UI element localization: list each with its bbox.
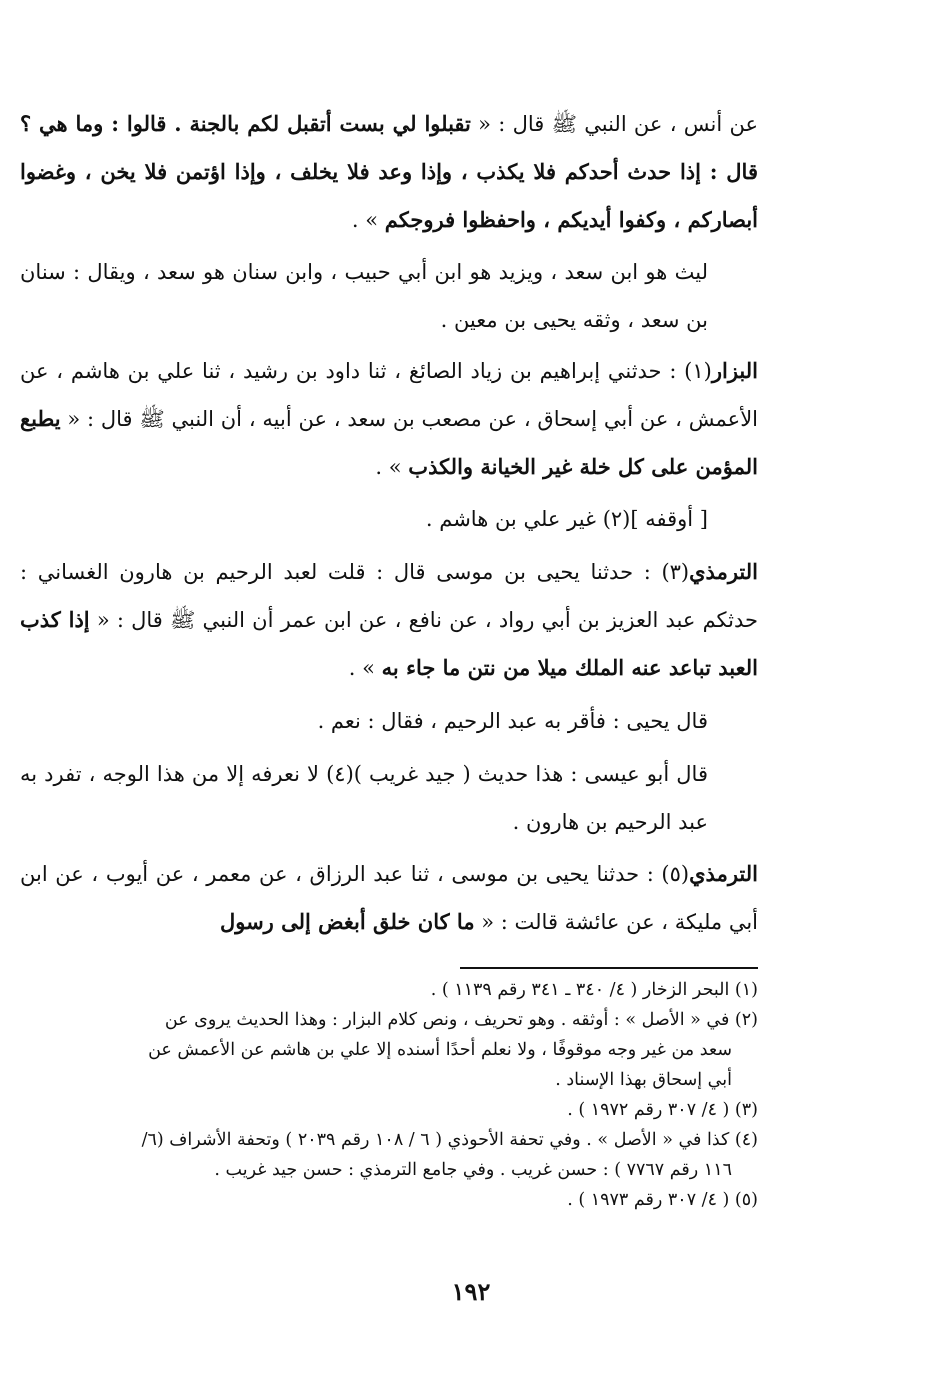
text-segment: (١) : حدثني إبراهيم بن زياد الصائغ ، ثنا داود بن رشيد ، ثنا علي بن هاشم ، عن الأعمش ، عن أبي إسحاق ، عن مصعب بن سعد ، عن أبيه ، أن النبي ﷺ قال : « (20, 359, 758, 431)
text-segment: ليث هو ابن سعد ، ويزيد هو ابن أبي حبيب ، وابن سنان هو سعد ، ويقال : سنان بن سعد ، وثقه يحيى بن معين . (20, 260, 708, 332)
text-segment: عن أنس ، عن النبي ﷺ قال : « (470, 112, 758, 136)
text-segment: » . (348, 656, 382, 680)
bold-text: تقبلوا لي بست أتقبل لكم بالجنة . قالوا : وما هي ؟ قال : إذا حدث أحدكم فلا يكذب ، وإذا وعد فلا يخلف ، وإذا اؤتمن فلا يخن ، وغضوا أبصاركم ، وكفوا أيديكم ، واحفظوا فروجكم (20, 111, 758, 232)
bold-text: يطبع المؤمن على كل خلة غير الخيانة والكذب (20, 406, 758, 479)
bold-text: إذا كذب العبد تباعد عنه الملك ميلا من نتن ما جاء به (20, 607, 758, 680)
page-number: ١٩٢ (451, 1277, 491, 1306)
bold-text: ما كان خلق أبغض إلى رسول (219, 909, 475, 934)
text-segment: قال أبو عيسى : هذا حديث ( جيد غريب )(٤) لا نعرفه إلا من هذا الوجه ، تفرد به عبد الرحيم بن هارون . (20, 762, 708, 834)
paragraph (20, 750, 758, 846)
paragraph (20, 697, 758, 745)
bold-text: الترمذي (689, 559, 758, 584)
text-segment: (٣) : حدثنا يحيى بن موسى قال : قلت لعبد الرحيم بن هارون الغساني : حدثكم عبد العزيز بن أبي رواد ، عن نافع ، عن ابن عمر أن النبي ﷺ قال : « (20, 560, 758, 632)
bold-text: الترمذي (689, 861, 758, 886)
footnote-line: ١١٦ رقم ٧٧٦٧ ) : حسن غريب . وفي جامع الترمذي : حسن جيد غريب . (214, 1160, 732, 1180)
footnote-line: (٤) كذا في « الأصل » . وفي تحفة الأحوذي ( ٦ / ١٠٨ رقم ٢٠٣٩ ) وتحفة الأشراف (٦/ (141, 1130, 758, 1150)
bold-text: البزار (711, 358, 758, 383)
footnote-line: (٥) ( ٤/ ٣٠٧ رقم ١٩٧٣ ) . (567, 1190, 758, 1210)
paragraph (20, 248, 758, 344)
paragraph (20, 850, 758, 946)
footnotes (20, 975, 758, 1215)
footnote-line: (١) البحر الزخار ( ٤/ ٣٤٠ ـ ٣٤١ رقم ١١٣٩ ) . (430, 980, 758, 1000)
footnote-line: سعد من غير وجه موقوفًا ، ولا نعلم أحدًا أسنده إلا علي بن هاشم عن الأعمش عن (148, 1040, 732, 1060)
paragraph (20, 548, 758, 692)
text-segment: (٥) : حدثنا يحيى بن موسى ، ثنا عبد الرزاق ، عن معمر ، عن أيوب ، عن ابن أبي مليكة ، عن عائشة قالت : « (20, 862, 758, 934)
paragraph (20, 495, 758, 543)
footnote-line: (٢) في « الأصل » : أوثقه . وهو تحريف ، ونص كلام البزار : وهذا الحديث يروى عن (164, 1010, 758, 1030)
footnote-line: أبي إسحاق بهذا الإسناد . (555, 1070, 732, 1090)
paragraph (20, 347, 758, 491)
footnote-line: (٣) ( ٤/ ٣٠٧ رقم ١٩٧٢ ) . (567, 1100, 758, 1120)
text-segment: قال يحيى : فأقر به عبد الرحيم ، فقال : نعم . (317, 709, 708, 733)
text-segment: [ أوقفه ](٢) غير علي بن هاشم . (425, 507, 708, 531)
paragraph (20, 100, 758, 244)
footnote-separator (460, 967, 758, 969)
text-segment: » . (351, 208, 385, 232)
text-segment: » . (375, 455, 409, 479)
